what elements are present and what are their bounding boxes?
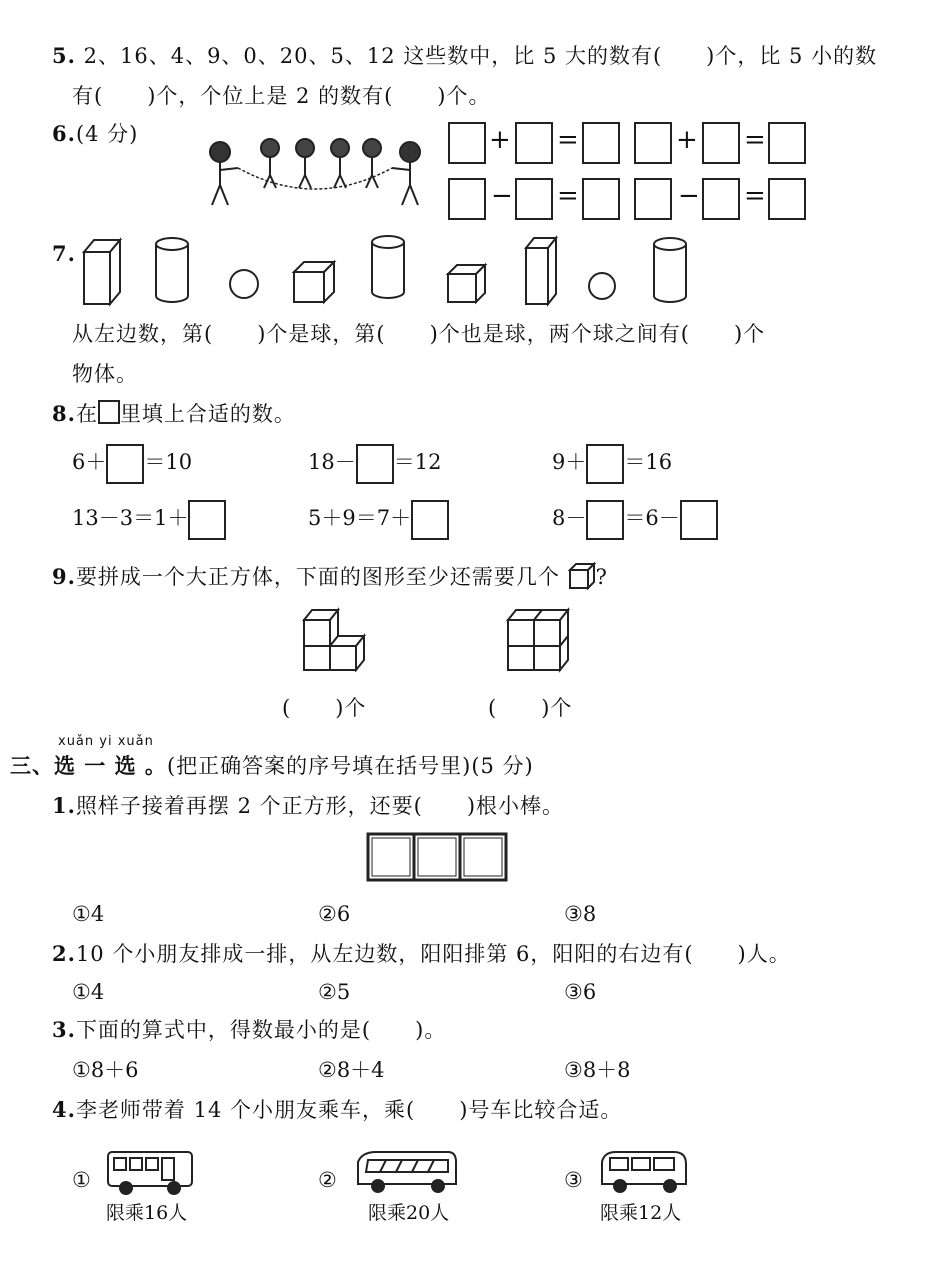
eq-left: 6＋ xyxy=(72,450,107,474)
q8-number: 8. xyxy=(52,401,76,426)
q7-number-label: 7. xyxy=(52,241,76,266)
answer-box[interactable] xyxy=(768,122,806,164)
answer-box[interactable] xyxy=(448,122,486,164)
eq-left: 9＋ xyxy=(552,450,587,474)
equals-sign: = xyxy=(744,125,766,155)
s3q1-option-2[interactable]: ②6 xyxy=(318,902,351,926)
q6-header xyxy=(52,120,138,148)
answer-box[interactable] xyxy=(188,500,226,540)
s3q2-header xyxy=(52,940,791,968)
cylinder-icon xyxy=(372,236,404,298)
section3-note: (把正确答案的序号填在括号里)(5 分) xyxy=(166,754,534,778)
answer-box[interactable] xyxy=(634,122,672,164)
s3q3-header xyxy=(52,1016,446,1044)
s3q2-option-2[interactable]: ②5 xyxy=(318,980,351,1004)
q9-tail: ? xyxy=(595,565,608,589)
s3q4-number: 4. xyxy=(52,1097,76,1122)
minus-sign: − xyxy=(491,181,513,211)
small-cube-icon xyxy=(568,562,596,590)
s3q4-option-2-mark[interactable]: ② xyxy=(318,1168,337,1192)
coach-bus-icon[interactable] xyxy=(352,1148,462,1196)
s3q3-text: 下面的算式中，得数最小的是( )。 xyxy=(75,1018,447,1042)
answer-box[interactable] xyxy=(634,178,672,220)
equals-sign: = xyxy=(744,181,766,211)
plus-sign: + xyxy=(489,125,511,155)
q5-line1 xyxy=(52,42,877,70)
q5-text-1: 2、16、4、9、0、20、5、12 这些数中，比 5 大的数有( )个，比 5 小的数 xyxy=(83,44,878,68)
answer-box[interactable] xyxy=(702,178,740,220)
answer-box[interactable] xyxy=(680,500,718,540)
q8-prefix: 在 xyxy=(75,402,98,426)
q8-eq-6 xyxy=(552,498,718,540)
q5-number: 5. xyxy=(52,43,76,68)
eq-right: ＝6－ xyxy=(624,506,680,530)
answer-box[interactable] xyxy=(411,500,449,540)
bus-icon[interactable] xyxy=(104,1148,196,1196)
q7-shapes-row xyxy=(78,230,718,310)
s3q2-text: 10 个小朋友排成一排，从左边数，阳阳排第 6，阳阳的右边有( )人。 xyxy=(75,942,791,966)
s3q1-header xyxy=(52,792,564,820)
s3q2-number: 2. xyxy=(52,941,76,966)
q6-score: (4 分) xyxy=(75,122,139,146)
equals-sign: = xyxy=(557,125,579,155)
q9-number: 9. xyxy=(52,564,76,589)
eq-left: 18－ xyxy=(308,450,356,474)
s3q4-text: 李老师带着 14 个小朋友乘车，乘( )号车比较合适。 xyxy=(75,1098,623,1122)
answer-box[interactable] xyxy=(448,178,486,220)
s3q1-option-3[interactable]: ③8 xyxy=(564,902,597,926)
answer-box[interactable] xyxy=(582,122,620,164)
s3q1-option-1[interactable]: ①4 xyxy=(72,902,105,926)
q7-number xyxy=(52,240,76,268)
minus-sign: − xyxy=(678,181,700,211)
q7-text-1: 从左边数，第( )个是球，第( )个也是球，两个球之间有( )个 xyxy=(72,322,766,346)
eq-right: ＝16 xyxy=(624,450,673,474)
answer-box[interactable] xyxy=(586,500,624,540)
answer-box[interactable] xyxy=(586,444,624,484)
q6-number: 6. xyxy=(52,121,76,146)
s3q4-option-2-caption: 限乘20人 xyxy=(368,1202,450,1224)
box-icon xyxy=(98,400,120,424)
eq-left: 8－ xyxy=(552,506,587,530)
q8-header xyxy=(52,400,296,428)
answer-box[interactable] xyxy=(582,178,620,220)
q7-text-2: 物体。 xyxy=(72,362,138,386)
section3-title: 三、选 一 选 。 xyxy=(10,753,167,778)
eq-right: ＝10 xyxy=(144,450,193,474)
q9-answer-1[interactable]: ( )个 xyxy=(282,696,367,720)
section3-header xyxy=(10,752,534,780)
s3q4-option-3-mark[interactable]: ③ xyxy=(564,1168,583,1192)
cube-stack-figure-2 xyxy=(504,604,584,674)
answer-box[interactable] xyxy=(768,178,806,220)
tall-prism-icon xyxy=(526,238,556,304)
s3q3-number: 3. xyxy=(52,1017,76,1042)
s3q2-option-1[interactable]: ①4 xyxy=(72,980,105,1004)
s3q4-header xyxy=(52,1096,622,1124)
s3q1-number: 1. xyxy=(52,793,76,818)
equals-sign: = xyxy=(557,181,579,211)
van-icon[interactable] xyxy=(598,1148,690,1196)
jump-rope-children-illustration xyxy=(200,130,430,210)
q8-eq-1 xyxy=(72,442,192,484)
answer-box[interactable] xyxy=(356,444,394,484)
q9-header xyxy=(52,562,608,591)
s3q4-option-1-mark[interactable]: ① xyxy=(72,1168,91,1192)
answer-box[interactable] xyxy=(515,122,553,164)
answer-box[interactable] xyxy=(106,444,144,484)
s3q2-option-3[interactable]: ③6 xyxy=(564,980,597,1004)
section3-pinyin: xuǎn yi xuǎn xyxy=(58,734,154,749)
sphere-icon xyxy=(230,270,258,298)
s3q1-text: 照样子接着再摆 2 个正方形，还要( )根小棒。 xyxy=(75,794,565,818)
eq-right: ＝12 xyxy=(393,450,442,474)
plus-sign: + xyxy=(676,125,698,155)
cube-icon xyxy=(294,262,334,302)
s3q3-option-2[interactable]: ②8＋4 xyxy=(318,1058,385,1082)
tall-prism-icon xyxy=(84,240,120,304)
q9-answer-2[interactable]: ( )个 xyxy=(488,696,573,720)
cube-icon xyxy=(448,265,485,302)
s3q4-option-1-caption: 限乘16人 xyxy=(106,1202,188,1224)
eq-left: 13－3＝1＋ xyxy=(72,506,189,530)
q9-text: 要拼成一个大正方体，下面的图形至少还需要几个 xyxy=(75,565,560,589)
s3q3-option-3[interactable]: ③8＋8 xyxy=(564,1058,631,1082)
cube-stack-figure-1 xyxy=(300,606,380,672)
q8-eq-4 xyxy=(72,498,226,540)
s3q4-option-3-caption: 限乘12人 xyxy=(600,1202,682,1224)
answer-box[interactable] xyxy=(515,178,553,220)
answer-box[interactable] xyxy=(702,122,740,164)
matchstick-squares-figure xyxy=(364,830,514,884)
cylinder-icon xyxy=(156,238,188,302)
eq-left: 5＋9＝7＋ xyxy=(308,506,412,530)
s3q3-option-1[interactable]: ①8＋6 xyxy=(72,1058,139,1082)
q8-eq-5 xyxy=(308,498,449,540)
q8-eq-3 xyxy=(552,442,672,484)
q5-line2: 有( )个，个位上是 2 的数有( )个。 xyxy=(72,84,491,108)
sphere-icon xyxy=(589,273,615,299)
q8-eq-2 xyxy=(308,442,441,484)
q8-suffix: 里填上合适的数。 xyxy=(119,402,296,426)
cylinder-icon xyxy=(654,238,686,302)
